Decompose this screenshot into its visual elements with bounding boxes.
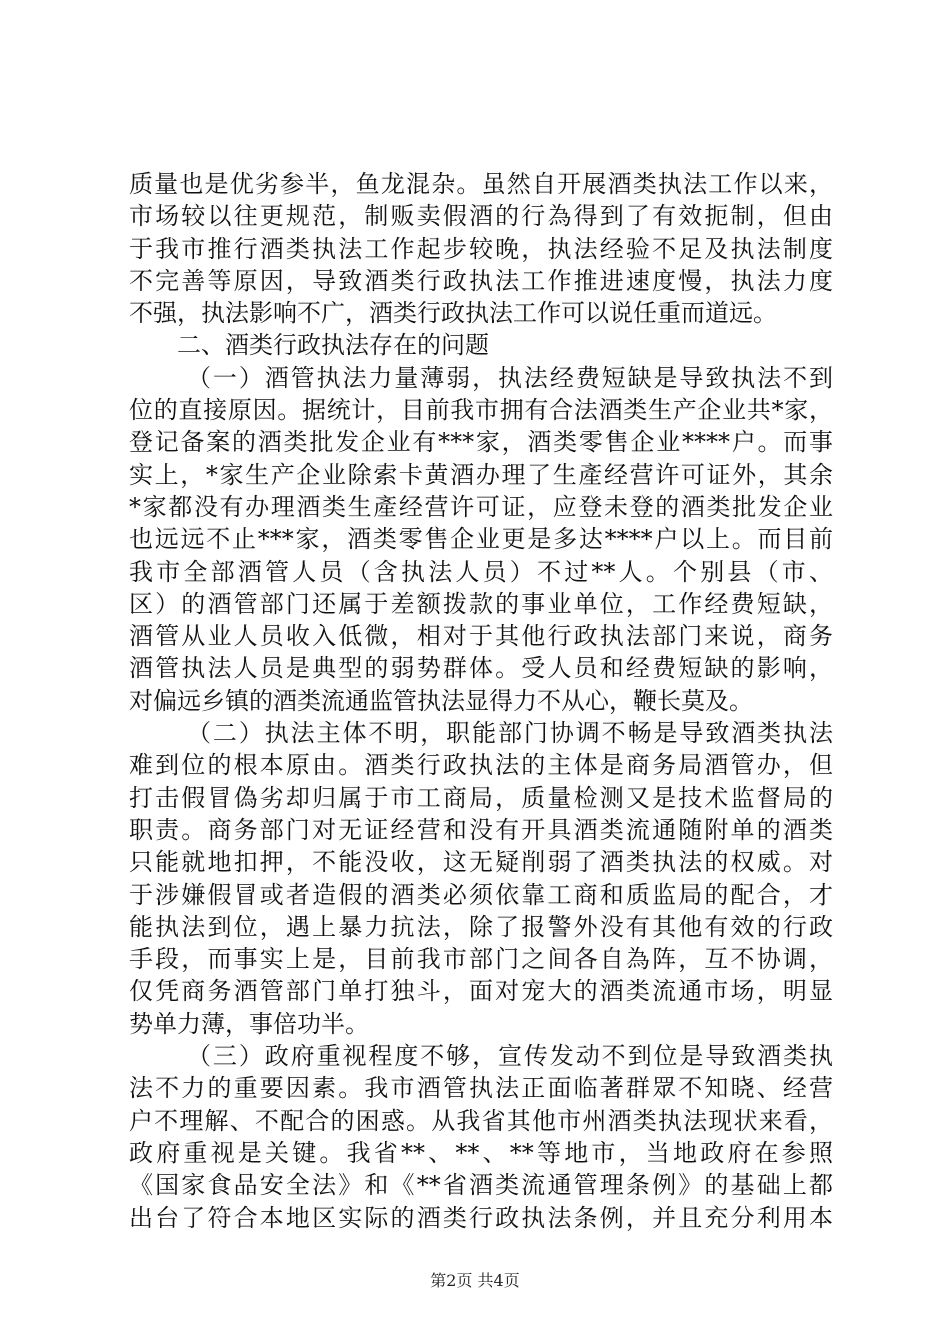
text-line: 能执法到位，遇上暴力抗法，除了报警外没有其他有效的行政 (129, 912, 833, 941)
text-line: 《国家食品安全法》和《**省酒类流通管理条例》的基础上都 (129, 1171, 833, 1200)
text-line: 出台了符合本地区实际的酒类行政执法条例，并且充分利用本 (129, 1203, 833, 1232)
text-line: 区）的酒管部门还属于差额拨款的事业单位，工作经费短缺， (129, 589, 833, 618)
text-line: 也远远不止***家，酒类零售企业更是多达****户以上。而目前 (129, 525, 833, 554)
text-line: 职责。商务部门对无证经营和没有开具酒类流通随附单的酒类 (129, 815, 833, 844)
text-line: 实上，*家生产企业除索卡黄酒办理了生產经营许可证外，其余 (129, 460, 833, 489)
text-line: （一）酒管执法力量薄弱，执法经费短缺是导致执法不到 (187, 363, 833, 392)
text-line: 难到位的根本原由。酒类行政执法的主体是商务局酒管办，但 (129, 751, 833, 780)
text-line: 酒管执法人员是典型的弱势群体。受人员和经费短缺的影响， (129, 654, 833, 683)
text-line: 于涉嫌假冒或者造假的酒类必须依靠工商和质监局的配合，才 (129, 880, 833, 909)
text-line: 不强，执法影响不广，酒类行政执法工作可以说任重而道远。 (129, 299, 777, 328)
text-line: 于我市推行酒类执法工作起步较晚，执法经验不足及执法制度 (129, 234, 833, 263)
text-line: 酒管从业人员收入低微，相对于其他行政执法部门来说，商务 (129, 622, 833, 651)
text-line: 政府重视是关键。我省**、**、**等地市，当地政府在参照 (129, 1138, 833, 1167)
text-line: 位的直接原因。据统计，目前我市拥有合法酒类生产企业共*家， (129, 396, 833, 425)
document-body (129, 168, 833, 1234)
text-line: 我市全部酒管人员（含执法人员）不过**人。个别县（市、 (129, 557, 833, 586)
paragraph-lines (129, 168, 833, 1234)
text-line: 打击假冒偽劣却归属于市工商局，质量检测又是技术监督局的 (129, 783, 833, 812)
text-line: 质量也是优劣参半，鱼龙混杂。虽然自开展酒类执法工作以来， (129, 170, 833, 198)
text-line: 只能就地扣押，不能没收，这无疑削弱了酒类执法的权威。对 (129, 848, 833, 877)
text-line: 登记备案的酒类批发企业有***家，酒类零售企业****户。而事 (129, 428, 833, 457)
text-line: 手段，而事实上是，目前我市部门之间各自為阵，互不协调， (129, 945, 833, 974)
text-line: 户不理解、不配合的困惑。从我省其他市州酒类执法现状来看， (129, 1106, 833, 1135)
text-line: （三）政府重视程度不够，宣传发动不到位是导致酒类执 (187, 1042, 833, 1071)
text-line: （二）执法主体不明，职能部门协调不畅是导致酒类执法 (187, 719, 833, 748)
text-line: 对偏远乡镇的酒类流通监管执法显得力不从心，鞭长莫及。 (129, 686, 753, 715)
text-line: *家都没有办理酒类生產经营许可证，应登未登的酒类批发企业 (129, 492, 833, 521)
page-footer: 第2页 共4页 (430, 1271, 520, 1290)
text-line: 势单力薄，事倍功半。 (129, 1009, 369, 1038)
text-line: 法不力的重要因素。我市酒管执法正面临著群眾不知晓、经营 (129, 1074, 833, 1103)
text-line: 不完善等原因，导致酒类行政执法工作推进速度慢，执法力度 (129, 266, 833, 295)
text-line: 仅凭商务酒管部门单打独斗，面对宠大的酒类流通市场，明显 (129, 977, 833, 1006)
text-line: 二、酒类行政执法存在的问题 (177, 331, 489, 360)
text-line: 市场较以往更规范，制贩卖假酒的行為得到了有效扼制，但由 (129, 202, 833, 231)
